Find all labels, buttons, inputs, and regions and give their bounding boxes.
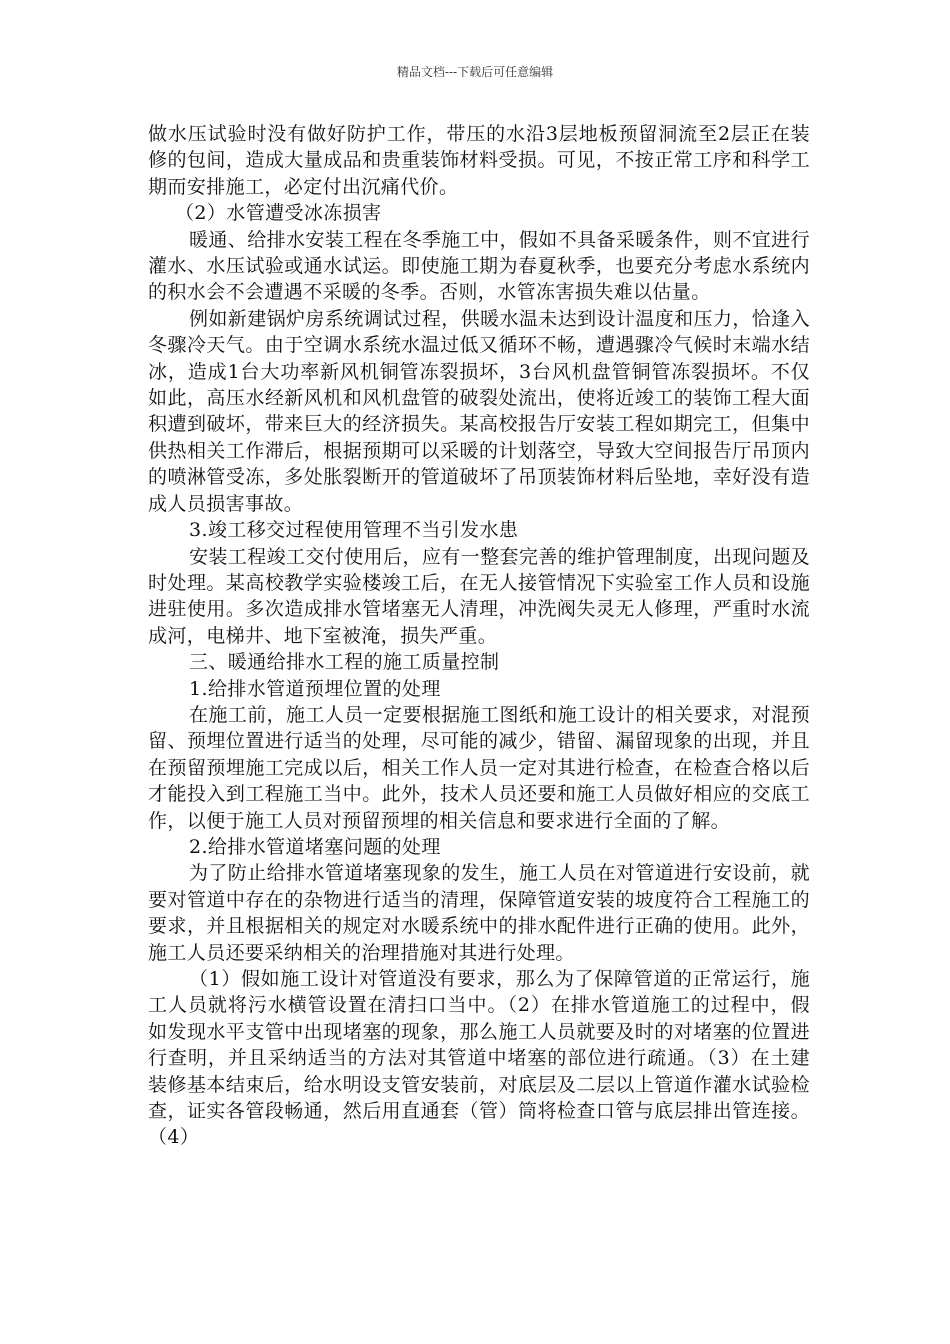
paragraph: 安装工程竣工交付使用后，应有一整套完善的维护管理制度，出现问题及时处理。某高校教学实验楼竣工后，在无人接管情况下实验室工作人员和设施进驻使用。多次造成排水管堵塞无人清理，冲洗阀失灵无人修理，严重时水流成河，电梯井、地下室被淹，损失严重。	[148, 545, 810, 647]
subheading: 2.给排水管道堵塞问题的处理	[189, 835, 441, 858]
paragraph: 做水压试验时没有做好防护工作，带压的水沿3层地板预留洞流至2层正在装修的包间，造成大量成品和贵重装饰材料受损。可见，不按正常工序和科学工期而安排施工，必定付出沉痛代价。	[148, 123, 810, 198]
subheading: 3.竣工移交过程使用管理不当引发水患	[189, 519, 519, 542]
document-body	[148, 121, 810, 1151]
paragraph: 暖通、给排水安装工程在冬季施工中，假如不具备采暖条件，则不宜进行灌水、水压试验或通水试运。即使施工期为春夏秋季，也要充分考虑水系统内的积水会不会遭遇不采暖的冬季。否则，水管冻害损失难以估量。	[148, 228, 810, 304]
paragraph: （1）假如施工设计对管道没有要求，那么为了保障管道的正常运行，施工人员就将污水横管设置在清扫口当中。（2）在排水管道施工的过程中，假如发现水平支管中出现堵塞的现象，那么施工人员就要及时的对堵塞的位置进行查明，并且采纳适当的方法对其管道中堵塞的部位进行疏通。（3）在土建装修基本结束后，给水明设支管安装前，对底层及二层以上管道作灌水试验检查，证实各管段畅通，然后用直通套（管）筒将检查口管与底层排出管连接。（4）	[148, 968, 810, 1149]
section-heading: 三、暖通给排水工程的施工质量控制	[189, 651, 500, 674]
paragraph: 在施工前，施工人员一定要根据施工图纸和施工设计的相关要求，对混预留、预埋位置进行适当的处理，尽可能的减少，错留、漏留现象的出现，并且在预留预埋施工完成以后，相关工作人员一定对其进行检查，在检查合格以后才能投入到工程施工当中。此外，技术人员还要和施工人员做好相应的交底工作，以便于施工人员对预留预埋的相关信息和要求进行全面的了解。	[148, 703, 810, 832]
page-header: 精品文档---下载后可任意编辑	[396, 65, 554, 79]
paragraph: 为了防止给排水管道堵塞现象的发生，施工人员在对管道进行安设前，就要对管道中存在的杂物进行适当的清理，保障管道安装的坡度符合工程施工的要求，并且根据相关的规定对水暖系统中的排水配件进行正确的使用。此外，施工人员还要采纳相关的治理措施对其进行处理。	[148, 862, 810, 964]
paragraph: 例如新建锅炉房系统调试过程，供暖水温未达到设计温度和压力，恰逢入冬骤冷天气。由于空调水系统水温过低又循环不畅，遭遇骤冷气候时末端水结冰，造成1台大功率新风机铜管冻裂损坏，3台风机盘管铜管冻裂损坏。不仅如此，高压水经新风机和风机盘管的破裂处流出，使将近竣工的装饰工程大面积遭到破坏，带来巨大的经济损失。某高校报告厅安装工程如期完工，但集中供热相关工作滞后，根据预期可以采暖的计划落空，导致大空间报告厅吊顶内的喷淋管受冻，多处胀裂断开的管道破坏了吊顶装饰材料后坠地，幸好没有造成人员损害事故。	[148, 307, 810, 515]
subheading: （2）水管遭受冰冻损害	[175, 202, 382, 225]
subheading: 1.给排水管道预埋位置的处理	[189, 677, 441, 700]
